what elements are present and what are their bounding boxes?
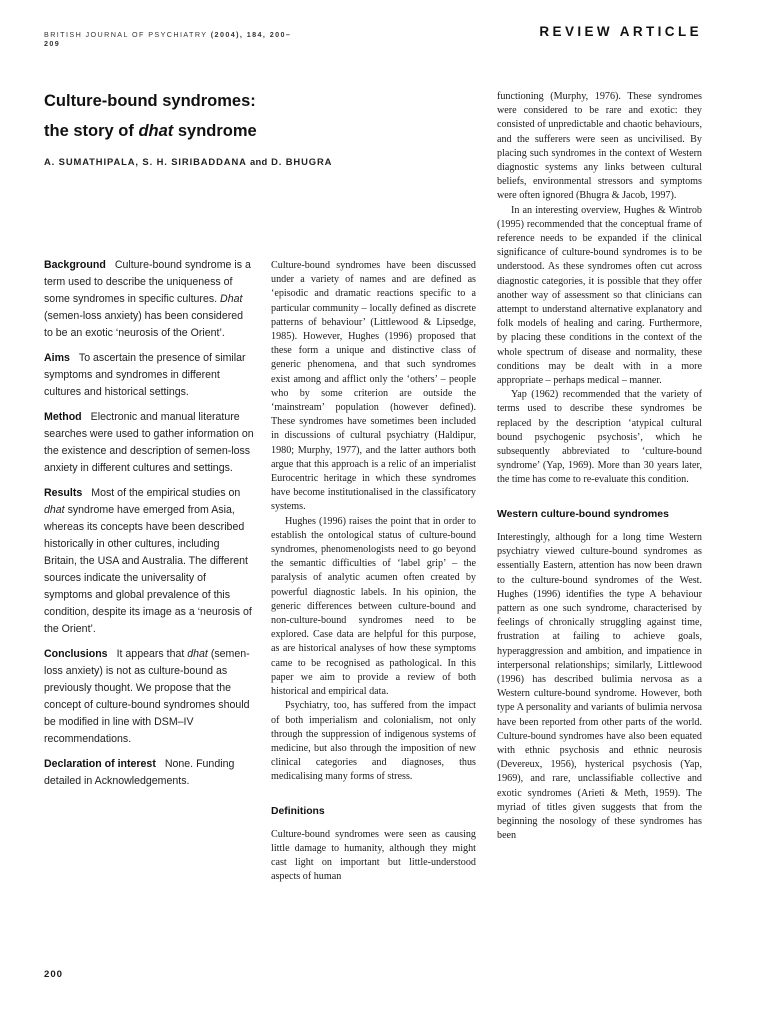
authors-list: A. SUMATHIPALA, S. H. SIRIBADDANA xyxy=(44,156,247,167)
authors-and: and xyxy=(249,156,268,167)
title-italic: dhat xyxy=(138,122,174,140)
paragraph: Culture-bound syndromes were seen as causing little damage to humanity, although they might cast light on important but little-understood aspects of human xyxy=(271,828,476,883)
conclusions-italic: dhat xyxy=(187,648,208,660)
conclusions-label: Conclusions xyxy=(44,648,108,660)
body-column-2 xyxy=(271,259,476,885)
abstract xyxy=(44,257,254,798)
paragraph: Culture-bound syndromes have been discussed under a variety of names and are defined as ‘episodic and dramatic reactions specific to a particular community – locally defined as discrete patterns of behaviour’ (Littlewood & Lipsedge, 1985). However, Hughes (1996) proposed that these form a unique and distinctive class of generic phenomena, and that such syndromes exist among and afflict only the ‘others’ – people who by some criterion are outside the ‘mainstream’ population (however defined). These syndromes have sometimes been included in discussions of cultural psychiatry (Haldipur, 1980; Murphy, 1977), and the latter authors both argue that this approach is a relic of an imperialist Eurocentric heritage in which these syndromes have become institutionalised in the classificatory systems. xyxy=(271,260,476,513)
method-text: Electronic and manual literature searches were used to gather information on the existence and description of semen-loss anxiety in different cultures and settings. xyxy=(44,411,254,474)
body-column-3 xyxy=(497,90,702,843)
section-label: REVIEW ARTICLE xyxy=(539,24,702,39)
paragraph: Interestingly, although for a long time Western psychiatry viewed culture-bound syndromes as essentially Eastern, attention has now been drawn to the culture-bound syndromes of the West. Hughes (1996) identifies the type A behaviour pattern as one such syndrome, characterised by feelings of chronically struggling against time, frustration at failing to achieve goals, hyperaggression and ambition, and impatience in interpersonal relationships; similarly, Littlewood (1996) has described bulimia nervosa as a Western culture-bound syndrome. However, both type A personality and variants of bulimia nervosa have been reported from other parts of the world. Culture-bound syndromes have also been equated with ethnic psychosis and ethnic neurosis (Devereux, 1956), hysterical psychosis (Yap, 1969), and rare, unclassifiable collective and exotic syndromes (Arieti & Meth, 1959). The myriad of titles given suggests that from the beginning the nosology of these syndromes has been xyxy=(497,531,702,842)
article-title-line1: Culture-bound syndromes: xyxy=(44,92,256,110)
background-label: Background xyxy=(44,259,106,271)
declaration-label: Declaration of interest xyxy=(44,758,156,770)
aims-text: To ascertain the presence of similar symptoms and syndromes in different cultures and historical settings. xyxy=(44,352,246,398)
background-text: Culture-bound syndrome is a term used to describe the uniqueness of some syndromes in specific cultures. xyxy=(44,259,251,305)
western-heading: Western culture-bound syndromes xyxy=(497,508,669,520)
abstract-conclusions xyxy=(44,646,254,748)
title-text: the story of xyxy=(44,122,139,140)
declaration-text: None. Funding detailed in Acknowledgements. xyxy=(44,758,235,787)
conclusions-text: It appears that xyxy=(116,648,188,660)
results-label: Results xyxy=(44,487,83,499)
conclusions-text-end: (semen-loss anxiety) is not as culture-bound as previously thought. We propose that the concept of culture-bound syndromes should be modified in line with DSM–IV recommendations. xyxy=(44,648,250,745)
abstract-results xyxy=(44,485,254,638)
results-italic: dhat xyxy=(44,504,65,516)
author-last: D. BHUGRA xyxy=(271,156,333,167)
method-label: Method xyxy=(44,411,82,423)
abstract-aims xyxy=(44,350,254,401)
paragraph: In an interesting overview, Hughes & Wintrob (1995) recommended that the conceptual frame of reference needs to be expanded if the clinical significance of culture-bound syndromes is to be understood. As these syndromes often cut across diagnostic categories, it is possible that they offer another way of assessment so that clinicians can attempt to understand alternative explanatory and folk models of healing and caring. Furthermore, by placing these conditions in the context of the whole spectrum of disease and normality, these conditions may be dealt with in a more appropriate – perhaps medical – manner. xyxy=(497,204,702,387)
paragraph: Hughes (1996) raises the point that in order to establish the ontological status of culture-bound syndromes, phenomenologists need to go beyond the semantic difficulties of ‘label grip’ – the paralysis of analytic acumen often created by powerful diagnostic labels. In his opinion, the generic differences between culture-bound and non-culture-bound syndromes need to be explored. Case data are helpful for this purpose, as are historical analyses of how these symptoms came to be recognised as pathological. In this paper we aim to provide a review of both historical and empirical data. xyxy=(271,515,476,698)
abstract-method xyxy=(44,409,254,477)
page-number: 200 xyxy=(44,969,64,980)
abstract-background xyxy=(44,257,254,342)
background-text-end: (semen-loss anxiety) has been considered to be an exotic ‘neurosis of the Orient’. xyxy=(44,310,244,339)
results-text: Most of the empirical studies on xyxy=(91,487,241,499)
abstract-declaration xyxy=(44,756,254,790)
definitions-heading: Definitions xyxy=(271,805,325,817)
paragraph: Psychiatry, too, has suffered from the impact of both imperialism and colonialism, not only through the suppression of indigenous systems of medicine, but also through the imposition of new clinical categories and diagnoses, thus medicalising many forms of stress. xyxy=(271,700,476,783)
paragraph: Yap (1962) recommended that the variety of terms used to describe these syndromes be replaced by the description ‘atypical cultural bound psychogenic psychosis’, which he subsequently abbreviated to ‘culture-bound syndrome’ (Yap, 1969). More than 30 years later, the time has come to re-evaluate this condition. xyxy=(497,389,702,486)
paragraph: functioning (Murphy, 1976). These syndromes were considered to be rare and exotic: they consisted of unpredictable and chaotic behaviours, and the sufferers were seen as uncivilised. By placing such syndromes in the context of Western diagnostic systems any links between cultural beliefs, environmental stressors and symptoms were often ignored (Bhugra & Jacob, 1997). xyxy=(497,91,702,202)
article-title-line2 xyxy=(44,122,257,141)
title-text-end: syndrome xyxy=(173,122,257,140)
background-italic: Dhat xyxy=(220,293,243,305)
journal-name: BRITISH JOURNAL OF PSYCHIATRY xyxy=(44,30,208,39)
results-text-end: syndrome have emerged from Asia, whereas its concepts have been described historically in other cultures, including Britain, the USA and Australia. The different sources indicate the universality of symptoms and global prevalence of this condition, despite its image as a ‘neurosis of the Orient’. xyxy=(44,504,252,635)
authors xyxy=(44,156,332,167)
running-head xyxy=(44,30,304,48)
journal-citation: (2004), 184, 200–209 xyxy=(44,30,292,48)
aims-label: Aims xyxy=(44,352,70,364)
